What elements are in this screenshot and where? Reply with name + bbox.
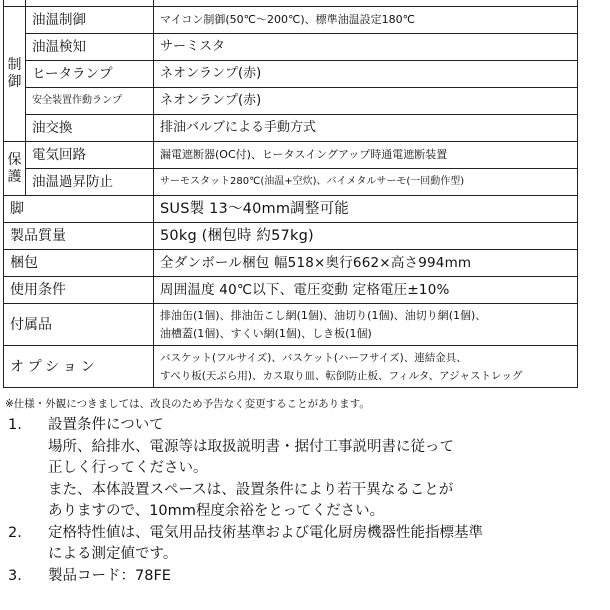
spec-value: 周囲温度 40℃以下、電圧変動 定格電圧±10% [154,277,578,304]
spec-label: 付属品 [4,304,154,346]
spec-label: 使用条件 [4,277,154,304]
table-row [4,304,578,346]
options-line: バスケット(フルサイズ)、バスケット(ハーフサイズ)、連結金具、 [160,351,467,364]
spec-label: 油温制御 [26,7,154,34]
table-row [4,142,578,169]
options-line: すべり板(天ぷら用)、カス取り皿、転倒防止板、フィルタ、アジャストレッグ [160,369,523,382]
table-row [4,277,578,304]
spec-value: ネオンランプ(赤) [154,88,578,115]
spec-value: SUS製 13～40mm調整可能 [154,196,578,223]
table-row [4,196,578,223]
spec-value: マイコン制御(50℃～200℃)、標準油温設定180℃ [154,7,578,34]
note-line: 場所、給排水、電源等は取扱説明書・据付工事説明書に従って [48,438,454,455]
table-row [4,88,578,115]
table-row [4,223,578,250]
spec-label: 梱包 [4,250,154,277]
note-number: 2. [8,524,22,541]
table-row [4,115,578,142]
note-line: また、本体設置スペースは、設置条件により若干異なることが [48,481,454,498]
spec-value: 全ダンボール梱包 幅518×奥行662×高さ994mm [154,250,578,277]
note-line: 製品コード：78FE [48,567,171,584]
control-group-cell [4,7,26,142]
table-row [4,250,578,277]
protect-group-char: 護 [7,168,22,185]
protect-group-cell [4,142,26,196]
note-number: 3. [8,567,22,584]
spec-label: ヒータランプ [26,61,154,88]
spec-value: サーミスタ [154,34,578,61]
note-line: 設置条件について [48,417,164,433]
spec-label: 脚 [4,196,154,223]
spec-value [154,346,578,388]
note-line: 正しく行ってください。 [48,460,208,476]
spec-value: 排油バルブによる手動方式 [154,115,578,142]
spec-label: 電気回路 [26,142,154,169]
table-row [4,34,578,61]
note-line: ありますので、10mm程度余裕をとってください。 [48,503,385,519]
note-number: 1. [8,417,22,433]
note-2 [8,523,603,545]
notes [8,415,603,587]
spec-label: オプション [4,346,154,388]
spec-value: 漏電遮断器(OC付)、ヒータスイングアップ時通電遮断装置 [154,142,578,169]
table-row [4,61,578,88]
spec-value [154,304,578,346]
spec-label: 製品質量 [4,223,154,250]
spec-label: 油温過昇防止 [26,169,154,196]
note-line: による測定値です。 [48,546,178,562]
table-row [4,7,578,34]
table-row [4,346,578,388]
note-1 [8,415,603,437]
spec-table [3,0,578,388]
spec-label: 安全装置作動ランプ [26,88,154,115]
table-row [4,169,578,196]
spec-label: 油交換 [26,115,154,142]
note-3 [8,566,603,588]
control-group-char: 制 [7,57,22,73]
control-group-char: 御 [7,74,22,90]
protect-group-char: 保 [7,151,22,168]
spec-label: 油温検知 [26,34,154,61]
spec-value: 50kg (梱包時 約57kg) [154,223,578,250]
spec-value: サーモスタット280℃(油温+空炊)、バイメタルサーモ(一回動作型) [154,169,578,196]
accessories-line: 油槽蓋(1個)、すくい網(1個)、しき板(1個) [160,326,372,340]
spec-value: ネオンランプ(赤) [154,61,578,88]
footnote: ※仕様・外観につきましては、改良のため予告なく変更することがあります。 [5,398,370,410]
accessories-line: 排油缶(1個)、排油缶こし網(1個)、油切り(1個)、油切り網(1個)、 [160,308,487,322]
note-line: 定格特性値は、電気用品技術基準および電化厨房機器性能指標基準 [48,524,483,541]
